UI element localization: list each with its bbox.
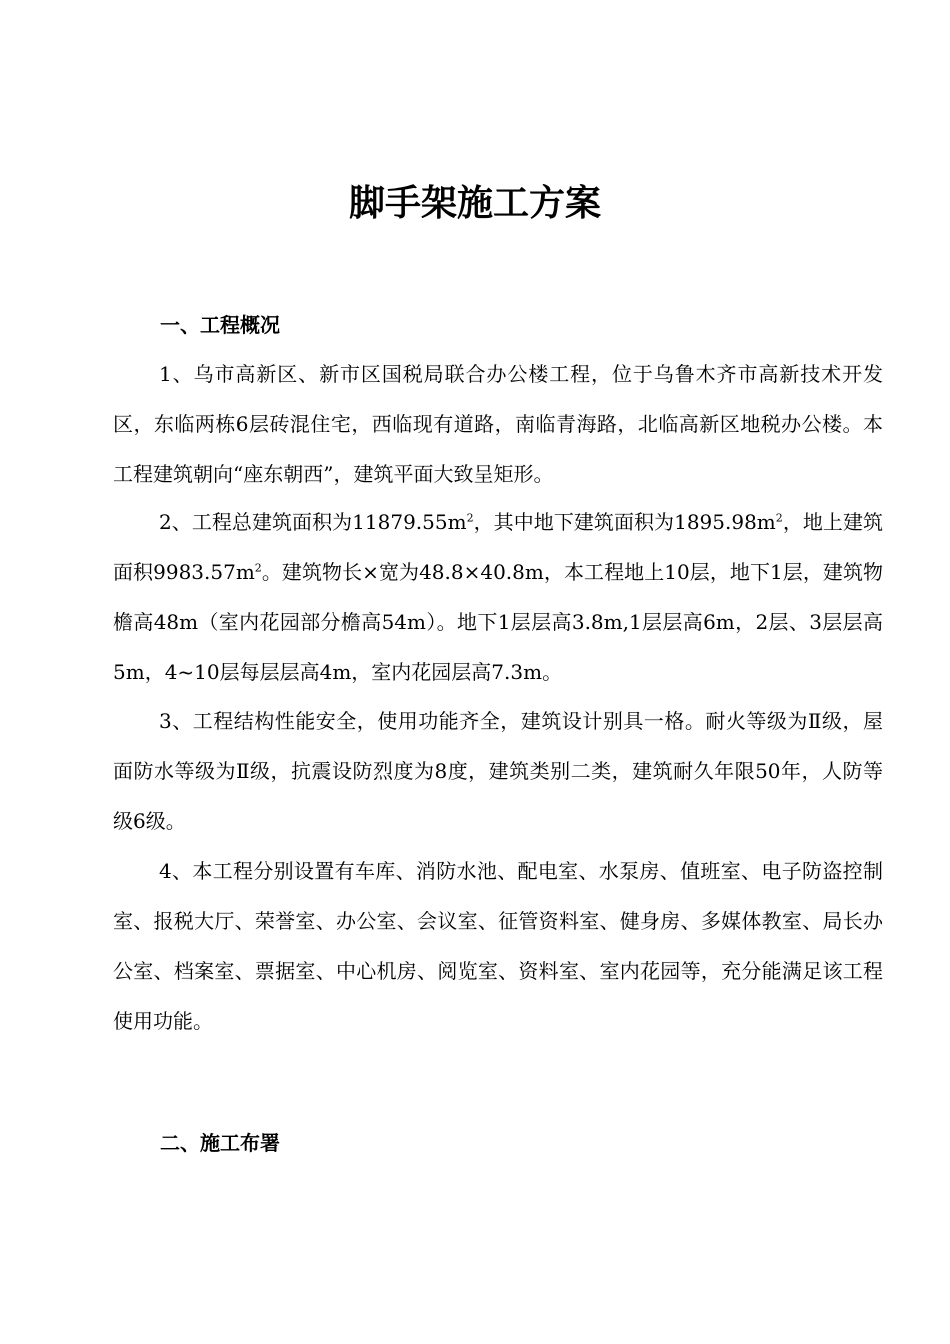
superscript-c: 2	[254, 561, 262, 575]
paragraph-area	[113, 497, 883, 697]
paragraph-location: 1、乌市高新区、新市区国税局联合办公楼工程，位于乌鲁木齐市高新技术开发区，东临两栋6层砖混住宅，西临现有道路，南临青海路，北临高新区地税办公楼。本工程建筑朝向“座东朝西”，建筑平面大致呈矩形。	[113, 362, 883, 486]
paragraph-area-part-a: 2、工程总建筑面积为11879.55m	[159, 510, 467, 534]
section-heading-deployment: 二、施工布署	[160, 1131, 280, 1155]
paragraph-facilities: 4、本工程分别设置有车库、消防水池、配电室、水泵房、值班室、电子防盗控制室、报税大厅、荣誉室、办公室、会议室、征管资料室、健身房、多媒体教室、局长办公室、档案室、票据室、中心机房、阅览室、资料室、室内花园等，充分能满足该工程使用功能。	[113, 859, 883, 1033]
section-heading-overview: 一、工程概况	[160, 313, 280, 337]
paragraph-area-part-d: 。建筑物长×宽为48.8×40.8m，本工程地上10层，地下1层，建筑物檐高48m（室内花园部分檐高54m）。地下1层层高3.8m,1层层高6m，2层、3层层高5m，4~10层每层层高4m，室内花园层高7.3m。	[113, 560, 884, 684]
paragraph-structure: 3、工程结构性能安全，使用功能齐全，建筑设计别具一格。耐火等级为Ⅱ级，屋面防水等级为Ⅱ级，抗震设防烈度为8度，建筑类别二类，建筑耐久年限50年，人防等级6级。	[113, 709, 883, 833]
superscript-b: 2	[775, 511, 783, 525]
document-title: 脚手架施工方案	[348, 183, 601, 224]
paragraph-area-part-b: ，其中地下建筑面积为1895.98m	[473, 510, 776, 534]
paragraph-area-part-c: ，地上建筑面积9983.57m	[113, 510, 884, 584]
superscript-a: 2	[466, 511, 474, 525]
